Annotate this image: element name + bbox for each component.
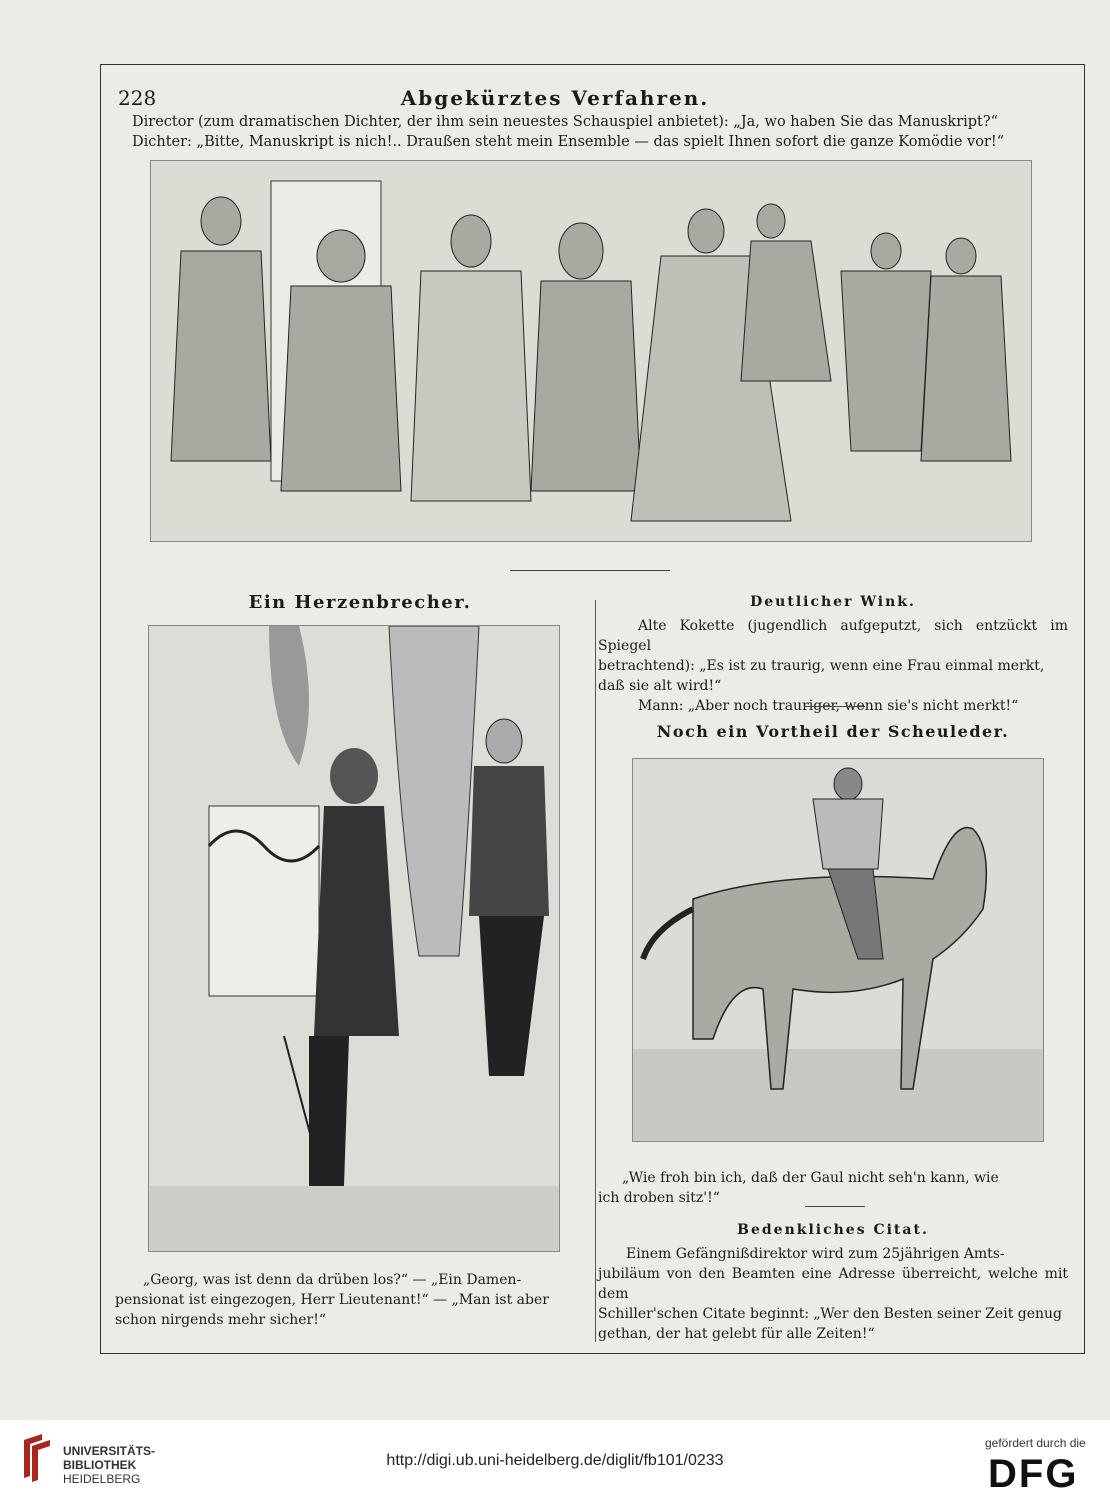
heading-bedenkliches-citat: Bedenkliches Citat. [737,1222,929,1238]
column-divider [595,600,596,1342]
library-line-2: BIBLIOTHEK [63,1458,137,1472]
funding-caption: gefördert durch die [985,1436,1086,1450]
top-text-line-2: Dichter: „Bitte, Manuskript is nich!.. Draußen steht mein Ensemble — das spielt Ihnen sofort die ganze Komödie vor!“ [132,134,1005,150]
section-divider [510,570,670,571]
divider-small-1 [805,706,865,707]
illustration-horse-rider [632,758,1044,1142]
citat-line-2: jubiläum von den Beamten eine Adresse überreicht, welche mit dem [598,1266,1068,1302]
citat-line-1: Einem Gefängnißdirektor wird zum 25jährigen Amts- [626,1246,1005,1262]
illustration-officers [148,625,560,1252]
heading-deutlicher-wink: Deutlicher Wink. [750,594,916,610]
caption-line-1: „Georg, was ist denn da drüben los?“ — „Ein Damen- [143,1272,522,1288]
text-deutlicher-wink [598,616,1068,716]
page-title: Abgekürztes Verfahren. [400,86,710,110]
heading-scheuleder: Noch ein Vortheil der Scheuleder. [656,722,1010,741]
text-bedenkliches-citat [598,1244,1068,1344]
caption-scheuleder [598,1168,1068,1208]
citat-line-3: Schiller'schen Citate beginnt: „Wer den Besten seiner Zeit genug [598,1306,1063,1322]
wink-line-4: Mann: „Aber noch trauriger, wenn sie's nicht merkt!“ [638,698,1019,714]
caption-line-3: schon nirgends mehr sicher!“ [115,1312,326,1328]
caption-line-2: pensionat ist eingezogen, Herr Lieutenant!“ — „Man ist aber [115,1292,549,1308]
page-number: 228 [118,86,157,110]
wink-line-1: Alte Kokette (jugendlich aufgeputzt, sich entzückt im Spiegel [598,618,1068,654]
caption-herzenbrecher [115,1270,581,1330]
top-text-line-1: Director (zum dramatischen Dichter, der ihm sein neuestes Schauspiel anbietet): „Ja, wo haben Sie das Manuskript?“ [132,114,999,130]
wink-line-3: daß sie alt wird!“ [598,678,722,694]
horse-line-1: „Wie froh bin ich, daß der Gaul nicht seh'n kann, wie [622,1170,999,1186]
divider-small-2 [805,1206,865,1207]
library-line-3: HEIDELBERG [63,1472,141,1486]
wink-line-2: betrachtend): „Es ist zu traurig, wenn eine Frau einmal merkt, [598,658,1045,674]
dfg-logo: DFG [988,1452,1079,1496]
heading-herzenbrecher: Ein Herzenbrecher. [248,592,472,613]
source-url[interactable]: http://digi.ub.uni-heidelberg.de/diglit/fb101/0233 [386,1452,724,1469]
library-line-1: UNIVERSITÄTS- [63,1444,156,1458]
horse-line-2: ich droben sitz'!“ [598,1190,720,1206]
illustration-ensemble [150,160,1032,542]
citat-line-4: gethan, der hat gelebt für alle Zeiten!“ [598,1326,875,1342]
